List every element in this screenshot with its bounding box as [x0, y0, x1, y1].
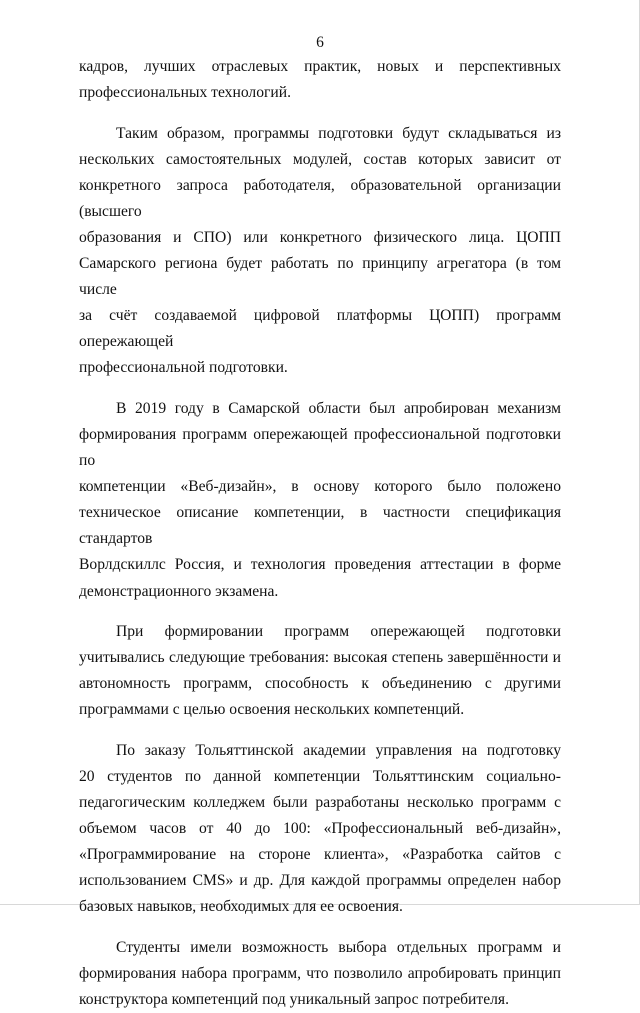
text-line: профессиональной подготовки.	[79, 359, 288, 377]
page-number: 6	[316, 34, 324, 51]
paragraph-1	[79, 54, 561, 106]
text-line: за счёт создаваемой цифровой платформы ЦОПП) программ опережающей	[79, 307, 561, 351]
text-line: Студенты имели возможность выбора отдельных программ и	[116, 938, 561, 956]
text-line: программами с целью освоения нескольких компетенций.	[79, 701, 465, 719]
paragraph-2	[79, 121, 561, 382]
text-line: По заказу Тольяттинской академии управления на подготовку	[116, 741, 561, 759]
text-line: конкретного запроса работодателя, образовательной организации (высшего	[79, 176, 561, 220]
document-body	[79, 54, 561, 1013]
text-line: автономность программ, способность к объединению с другими	[79, 675, 561, 693]
text-line: Самарского региона будет работать по принципу агрегатора (в том числе	[79, 255, 561, 299]
text-line: демонстрационного экзамена.	[79, 582, 279, 600]
text-line: нескольких самостоятельных модулей, состав которых зависит от	[79, 150, 561, 168]
text-line: «Программирование на стороне клиента», «Разработка сайтов с	[79, 846, 561, 864]
text-line: конструктора компетенций под уникальный запрос потребителя.	[79, 991, 509, 1009]
text-line: В 2019 году в Самарской области был апробирован механизм	[116, 399, 561, 417]
text-line: формирования программ опережающей профессиональной подготовки по	[79, 426, 561, 470]
paragraph-4	[79, 619, 561, 723]
text-line: компетенции «Веб-дизайн», в основу которого было положено	[79, 478, 561, 496]
text-line: профессиональных технологий.	[79, 84, 291, 102]
text-line: техническое описание компетенции, в частности спецификация стандартов	[79, 504, 561, 548]
paragraph-6	[79, 935, 561, 1013]
text-line: объемом часов от 40 до 100: «Профессиональный веб-дизайн»,	[79, 820, 561, 838]
paragraph-3	[79, 396, 561, 605]
text-line: учитывались следующие требования: высокая степень завершённости и	[79, 649, 561, 667]
text-line: образования и СПО) или конкретного физического лица. ЦОПП	[79, 228, 561, 246]
text-line: Таким образом, программы подготовки будут складываться из	[116, 124, 561, 142]
text-line: использованием CMS» и др. Для каждой программы определен набор	[79, 872, 561, 890]
text-line: При формировании программ опережающей подготовки	[116, 623, 561, 641]
text-line: формирования набора программ, что позволило апробировать принцип	[79, 964, 561, 982]
text-line: педагогическим колледжем были разработаны несколько программ с	[79, 794, 561, 811]
text-line: Ворлдскиллс Россия, и технология проведения аттестации в форме	[79, 556, 561, 574]
paragraph-5	[79, 738, 561, 921]
text-line: кадров, лучших отраслевых практик, новых и перспективных	[79, 58, 561, 75]
text-line: 20 студентов по данной компетенции Тольяттинским социально-	[79, 767, 561, 785]
text-line: базовых навыков, необходимых для ее освоения.	[79, 898, 403, 916]
